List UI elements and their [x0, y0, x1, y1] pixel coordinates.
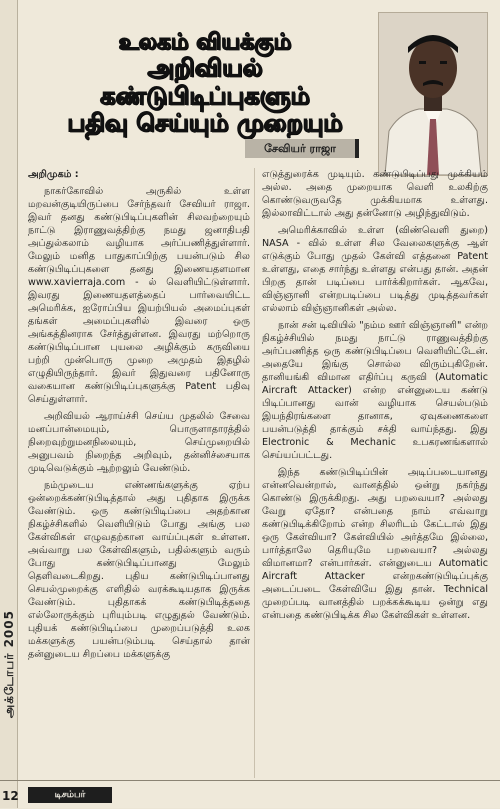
left-paragraph-2: அறிவியல் ஆராய்ச்சி செய்ய முதலில் சேவை மனப்பான்மையும், பொருளாதாரத்தில் நிறைவுற்றுமனநிலையும், செய்முறையில் அனுபவம் நிறைந்த அறிவும், தன்னிச்சையாக முடிவெடுக்கும் ஆற்றலும் வேண்டும். — [28, 411, 250, 474]
left-paragraph-3: நம்முடைய எண்ணங்களுக்கு ஏற்ப ஒன்றைக்கண்டுபிடித்தால் அது புதிதாக இருக்க வேண்டும். ஒரு கண்டுபிடிப்பை அதற்கான நிகழ்ச்சிகளில் வெளியிடும் போது அங்கு பல கேள்விகள் எழுவதற்கான வாய்ப்புகள் உள்ளன. அவ்வாறு பல கேள்விகளும், பதில்களும் வரும் போது கண்டுபிடிப்பானது மேலும் தெளிவடைகிறது. புதிய கண்டுபிடிப்பானது செயல்முறைக்கு எளிதில் வரக்கூடியதாக இருக்க வேண்டும். புதிதாகக் கண்டுபிடித்ததை எல்லோருக்கும் புரியும்படி எழுதுதல் வேண்டும். புதியக் கண்டுபிடிப்பை முறைப்படுத்தி உலக மக்களுக்கு பயன்படும்படி செய்தால் தான் தன்னுடைய சிறப்பை மக்களுக்கு — [28, 480, 250, 660]
issue-name-badge: டிசம்பர் — [28, 787, 112, 803]
right-column — [262, 168, 488, 626]
title-line-1: உலகம் வியக்கும் — [118, 30, 292, 55]
page-number: 12 — [2, 789, 19, 803]
intro-heading: அறிமுகம் : — [28, 169, 79, 180]
page-footer — [0, 780, 500, 809]
title-line-3: பதிவு செய்யும் முறையும் — [67, 109, 343, 138]
left-paragraph-1: நாகர்கோவில் அருகில் உள்ள மறவன்குடியிருப்பை சேர்ந்தவர் சேவியர் ராஜா. இவர் தனது கண்டுபிடிப்புகளின் சிலவற்றையும் நாட்டு இராணுவத்திற்கு நமது ஜனாதிபதி அப்துல்கலாம் வழியாக அர்ப்பணித்துள்ளார். மேலும் மனித பாதுகாப்பிற்கு பயன்படும் சில கண்டுபிடிப்புகளை தனது இணையதளமான www.xavierraja.com - ல் வெளியிட்டுள்ளார். இவரது இணையதளத்தைப் பார்வையிட்ட அமெரிக்க, ஐரோப்பிய இயற்பியல் அமைப்புகள் தங்கள் அமைப்புகளில் இவரை ஒரு அங்கத்தினராக சேர்த்துள்ளன. இவரது மற்றொரு கண்டுபிடிப்பான புயலை அழிக்கும் கருவியை பற்றி முன்பொரு முறை அமுதம் இதழில் எழுதியிருந்தார். இவர் இதுவரை பதினோரு வகையான கண்டுபிடிப்புகளுக்கு Patent பதிவு செய்துள்ளார். — [28, 186, 250, 405]
author-photo — [378, 12, 488, 176]
right-paragraph-4: இந்த கண்டுபிடிப்பின் அடிப்படையானது என்னவென்றால், வானத்தில் ஒன்று நகர்ந்து கொண்டு இருக்கிறது. அது பறவையா? அல்லது வேறு ஏதோ? என்பதை நாம் எவ்வாறு கண்டுபிடிக்கிறோம் என்ற சிலரிடம் கேட்டால் இது ஒரு கேள்வியா? கேள்வியில் அர்த்தமே இல்லை, பார்த்தாலே தெரியுமே பறவையா? அல்லது விமானமா? என்பார்கள். என்னுடைய Automatic Aircraft Attacker என்றகண்டுபிடிப்புக்கு அடைப்படை கேள்வியே இது தான். Technical முறைப்படி வானத்தில் பறக்கக்கூடிய ஒன்று எது என்பதை கண்டுபிடிக்க சில கேள்விகள் உள்ளன. — [262, 467, 488, 621]
right-paragraph-1: எடுத்துரைக்க முடியும். கண்டுபிடிப்பது முக்கியம் அல்ல. அதை முறையாக வெளி உலகிற்கு கொண்டுவருவதே முக்கியமாக உள்ளது. இல்லாவிட்டால் அது தன்னோடு அழிந்துவிடும். — [262, 169, 488, 219]
issue-label: அக்டோபர் 2005 — [2, 610, 16, 719]
right-paragraph-2: அமெரிக்காவில் உள்ள (விண்வெளி துறை) NASA - வில் உள்ள சில வேலைகளுக்கு ஆள் எடுக்கும் போது முதல் கேள்வி எத்தனை Patent உள்ளது, எதை சார்ந்து உள்ளது என்பது தான். அதன் பிறகு தான் படிப்பை பார்க்கிறார்கள். ஆகவே, விஞ்ஞானி என்றபடிப்பை படித்து முடித்தவர்கள் எல்லாம் விஞ்ஞானிகள் அல்ல. — [262, 225, 488, 314]
title-line-2: அறிவியல் கண்டுபிடிப்புகளும் — [100, 54, 310, 110]
article-title — [40, 30, 370, 138]
author-byline: சேவியர் ராஜா — [245, 139, 359, 158]
author-portrait-image — [379, 13, 487, 175]
issue-sidebar — [0, 0, 18, 808]
column-divider — [254, 168, 255, 778]
left-column — [28, 168, 250, 665]
right-paragraph-3: நான் சன் டிவியில் "நம்ம ஊர் விஞ்ஞானி" என்ற நிகழ்ச்சியில் நமது நாட்டு ராணுவத்திற்கு அர்ப்பணித்த ஒரு கண்டுபிடிப்பை வெளியிட்டேன். அதையே இங்கு சொல்ல விரும்புகிறேன். தானியங்கி விமான எதிர்ப்பு கருவி (Automatic Aircraft Attacker) என்ற என்னுடைய கண்டு பிடிப்பானது வான் வழியாக செயல்படும் இயந்திரங்களை தானாக, ஏவுகணைகளை பயன்படுத்தி தாக்கும் சக்தி வாய்ந்தது. இது Electronic & Mechanic உபகரணங்களால் செய்யப்பட்டது. — [262, 320, 488, 461]
